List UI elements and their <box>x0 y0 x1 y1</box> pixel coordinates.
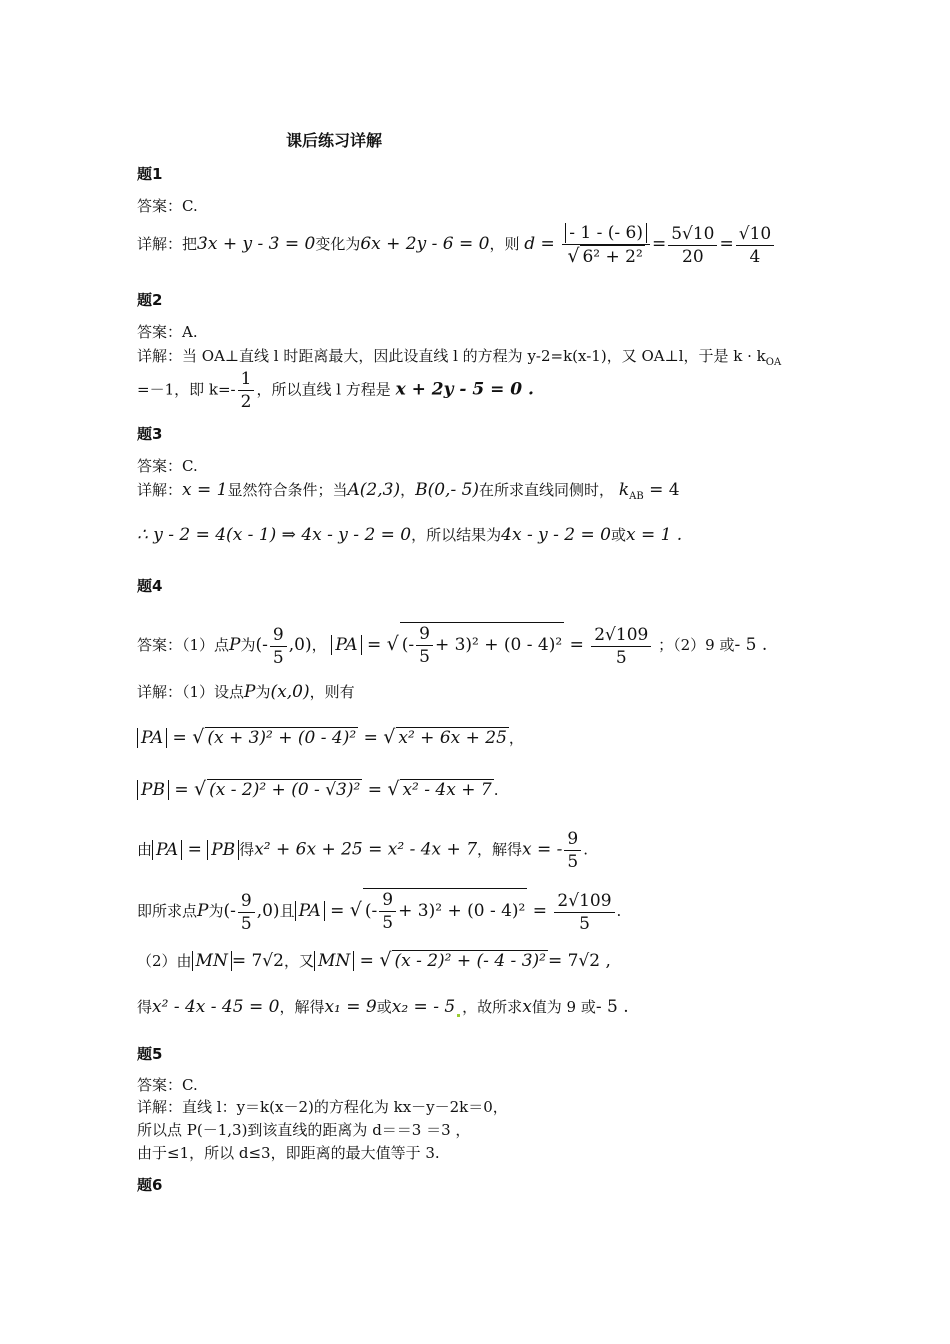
q2-fd: 2 <box>240 392 252 412</box>
q2-frac <box>238 368 255 413</box>
q4-pa-line: PA = √ (x + 3)² + (0 - 4)² = √ x² + 6x + 25 ， <box>137 727 524 748</box>
q1-heading: 题1 <box>137 165 163 183</box>
q1-r2d: 4 <box>749 246 761 267</box>
q4-answer: 答案：（1）点P为(- $\frac{9}{5}$ ,0)， PA = √ (- $\frac{9}{5}$ + 3)² + (0 - 4)² = $\frac{2√109}{5}$ ；（2）9 或- 5 . <box>137 624 768 668</box>
q4-req-a: 即所求点 <box>137 902 198 920</box>
q4-pb-r: x² - 4x + 7 <box>402 780 492 800</box>
q3-l1a: 详解： <box>137 481 183 499</box>
q4-by-line: 由 PA = PB 得x² + 6x + 25 = x² - 4x + 7，解得x = - $\frac{9}{5}$ . <box>137 829 589 872</box>
q4-p2a: （2）由 <box>137 952 192 970</box>
q4-req-p: P <box>197 901 209 921</box>
q3-l1i: = 4 <box>643 480 680 500</box>
q3-l1f: B(0,- 5) <box>415 480 480 500</box>
q3-line2 <box>137 525 682 545</box>
q4-detail1 <box>137 682 355 702</box>
q1-r2n: √10 <box>736 223 774 246</box>
q3-l2a: ∴ y - 2 = 4(x - 1) ⇒ 4x - y - 2 = 0 <box>137 525 412 545</box>
q4-mn: MN <box>192 951 232 971</box>
q1-detail: 详解：把3x + y - 3 = 0变化为6x + 2y - 6 = 0，则 d = $\frac{- 1 - (- 6)}{\text{√ 6² + 2²}}$ = $\frac{5√10}{20}$ = $\frac{√10}{4}$ <box>137 222 776 268</box>
q4-g-x1: x₁ = 9 <box>324 997 377 1017</box>
green-mark-icon <box>457 1014 460 1017</box>
q4-ans-rn: 2√109 <box>591 624 651 647</box>
q2-sub: OA <box>765 357 782 368</box>
q1-then: ，则 <box>489 235 520 253</box>
q2-eq: x + 2y - 5 = 0 . <box>395 379 534 400</box>
q1-detail-prefix: 详解：把 <box>137 235 198 253</box>
q4-by-fd: 5 <box>567 852 579 872</box>
q3-l1h: k <box>618 480 630 500</box>
q4-by-x: x = - <box>522 839 563 860</box>
q4-d1a: 详解：（1）设点 <box>137 683 245 701</box>
q2-heading: 题2 <box>137 291 163 309</box>
q3-l1g: 在所求直线同侧时， <box>479 481 615 499</box>
q4-ans-frac <box>270 624 287 669</box>
q1-frac3 <box>736 223 774 268</box>
q1-frac: $\frac{- 1 - (- 6)}{\text{√ 6² + 2²}}$ <box>562 222 650 268</box>
q4-g-e: - 5 . <box>595 997 629 1017</box>
q1-r1n: 5√10 <box>668 223 717 246</box>
q4-d1c: 为 <box>255 683 271 701</box>
q1-eq1: 3x + y - 3 = 0 <box>197 234 316 254</box>
q4-by-frac <box>564 828 581 873</box>
q3-l1b: x = 1 <box>182 480 228 500</box>
q2-answer: 答案：A. <box>137 323 198 341</box>
q4-pb-line: PB = √ (x - 2)² + (0 - √3)² = √ x² - 4x + 7 . <box>137 779 498 800</box>
q4-d1b: P <box>244 682 256 702</box>
q1-num: - 1 - (- 6) <box>565 223 647 243</box>
q4-req-b: 为 <box>208 902 224 920</box>
q4-ans-d: ；（2）9 或 <box>658 636 735 654</box>
q4-ans-c: ， <box>311 636 327 654</box>
q6-heading: 题6 <box>137 1176 163 1194</box>
q4-d1d: (x,0) <box>270 682 310 702</box>
q4-mn-expr: (x - 2)² + (- 4 - 3)² <box>394 951 546 971</box>
q1-eq2: 6x + 2y - 6 = 0 <box>360 234 490 254</box>
q4-req-line: 即所求点P为(- $\frac{9}{5}$ ,0)且 PA = √ (- $\frac{9}{5}$ + 3)² + (0 - 4)² = $\frac{2√109}{5}$ . <box>137 890 622 934</box>
q3-l1d: A(2,3) <box>347 480 401 500</box>
q4-by-a: 由 <box>137 840 153 859</box>
q4-pb-expr: (x - 2)² + (0 - √3)² <box>209 780 361 800</box>
q1-den: 6² + 2² <box>582 247 643 267</box>
q4-ans-p: P <box>229 635 241 655</box>
q4-by-eq: x² + 6x + 25 = x² - 4x + 7 <box>254 839 478 860</box>
q3-l2e: x = 1 . <box>625 525 683 545</box>
q3-l1e: ， <box>400 481 416 499</box>
q3-l2d: 或 <box>610 526 626 544</box>
q3-l2b: ，所以结果为 <box>411 526 502 544</box>
q4-g-x2: x₂ = - 5 <box>391 997 456 1017</box>
q4-req-c: 且 <box>279 902 295 920</box>
q4-g-or: 或 <box>376 998 392 1016</box>
q4-part2-line: （2）由 MN = 7√2，又 MN = √ (x - 2)² + (- 4 - 3)² = 7√2 , <box>137 949 611 971</box>
q4-ans-rfrac <box>591 624 651 669</box>
q4-ans-fn: 9 <box>270 624 287 647</box>
q5-answer: 答案：C. <box>137 1076 198 1094</box>
q4-by-fn: 9 <box>564 828 581 851</box>
q4-by-b: 得 <box>239 840 255 859</box>
q3-l1sub: AB <box>629 491 644 502</box>
q1-d: d <box>524 234 536 254</box>
q3-heading: 题3 <box>137 425 163 443</box>
q4-g-d: 值为 9 或 <box>531 998 596 1016</box>
q4-p2c: ，又 <box>283 952 314 970</box>
q2-line2 <box>137 368 534 413</box>
q4-ans-fd: 5 <box>272 647 284 668</box>
q5-line2: 所以点 P(－1,3)到该直线的距离为 d＝＝3 ＝3 ， <box>137 1121 471 1139</box>
q3-l1c: 显然符合条件；当 <box>227 481 348 499</box>
q2-line2a: =－1，即 k=- <box>137 380 236 399</box>
q4-pa-label: PA <box>137 728 167 748</box>
q1-answer: 答案：C. <box>137 197 198 215</box>
q3-l2c: 4x - y - 2 = 0 <box>501 525 611 545</box>
q4-g-x: x <box>522 997 532 1017</box>
q4-g-a: 得 <box>137 998 153 1016</box>
q4-ans-pa: PA <box>331 635 361 655</box>
q4-pa-r: x² + 6x + 25 <box>398 728 507 748</box>
q4-pb-label: PB <box>137 780 169 800</box>
q4-ans-e: - 5 . <box>734 635 768 655</box>
q4-g-eq: x² - 4x - 45 = 0 <box>152 997 280 1017</box>
q3-answer: 答案：C. <box>137 457 198 475</box>
q3-line1 <box>137 480 680 507</box>
q2-line1-text: 详解：当 OA⊥直线 l 时距离最大，因此设直线 l 的方程为 y-2=k(x-1)，又 OA⊥l，于是 k · k <box>137 347 766 365</box>
q4-g-c: ，故所求 <box>462 998 523 1016</box>
q4-ans-a: 答案：（1）点 <box>137 636 230 654</box>
q1-frac2 <box>668 223 717 268</box>
q4-heading: 题4 <box>137 577 163 595</box>
q4-ans-b: 为 <box>240 636 256 654</box>
q4-get-line <box>137 997 629 1017</box>
q4-d1e: ，则有 <box>309 683 355 701</box>
q4-pa-expr: (x + 3)² + (0 - 4)² <box>207 728 357 748</box>
q2-fn: 1 <box>238 368 255 391</box>
q5-line3: 由于≤1，所以 d≤3，即距离的最大值等于 3. <box>137 1144 440 1162</box>
q5-heading: 题5 <box>137 1045 163 1063</box>
q4-p2d: = 7√2 , <box>547 951 611 971</box>
q4-ans-rd: 5 <box>615 647 627 668</box>
q4-g-b: ，解得 <box>279 998 325 1016</box>
q1-mid: 变化为 <box>315 235 361 253</box>
q2-line2b: ，所以直线 l 方程是 <box>256 380 391 399</box>
q4-by-c: ，解得 <box>477 840 523 859</box>
q4-p2b: = 7√2 <box>231 951 284 971</box>
page-title: 课后练习详解 <box>286 131 383 150</box>
q1-r1d: 20 <box>682 246 704 267</box>
q5-line1: 详解：直线 l：y＝k(x－2)的方程化为 kx－y－2k＝0， <box>137 1098 508 1116</box>
